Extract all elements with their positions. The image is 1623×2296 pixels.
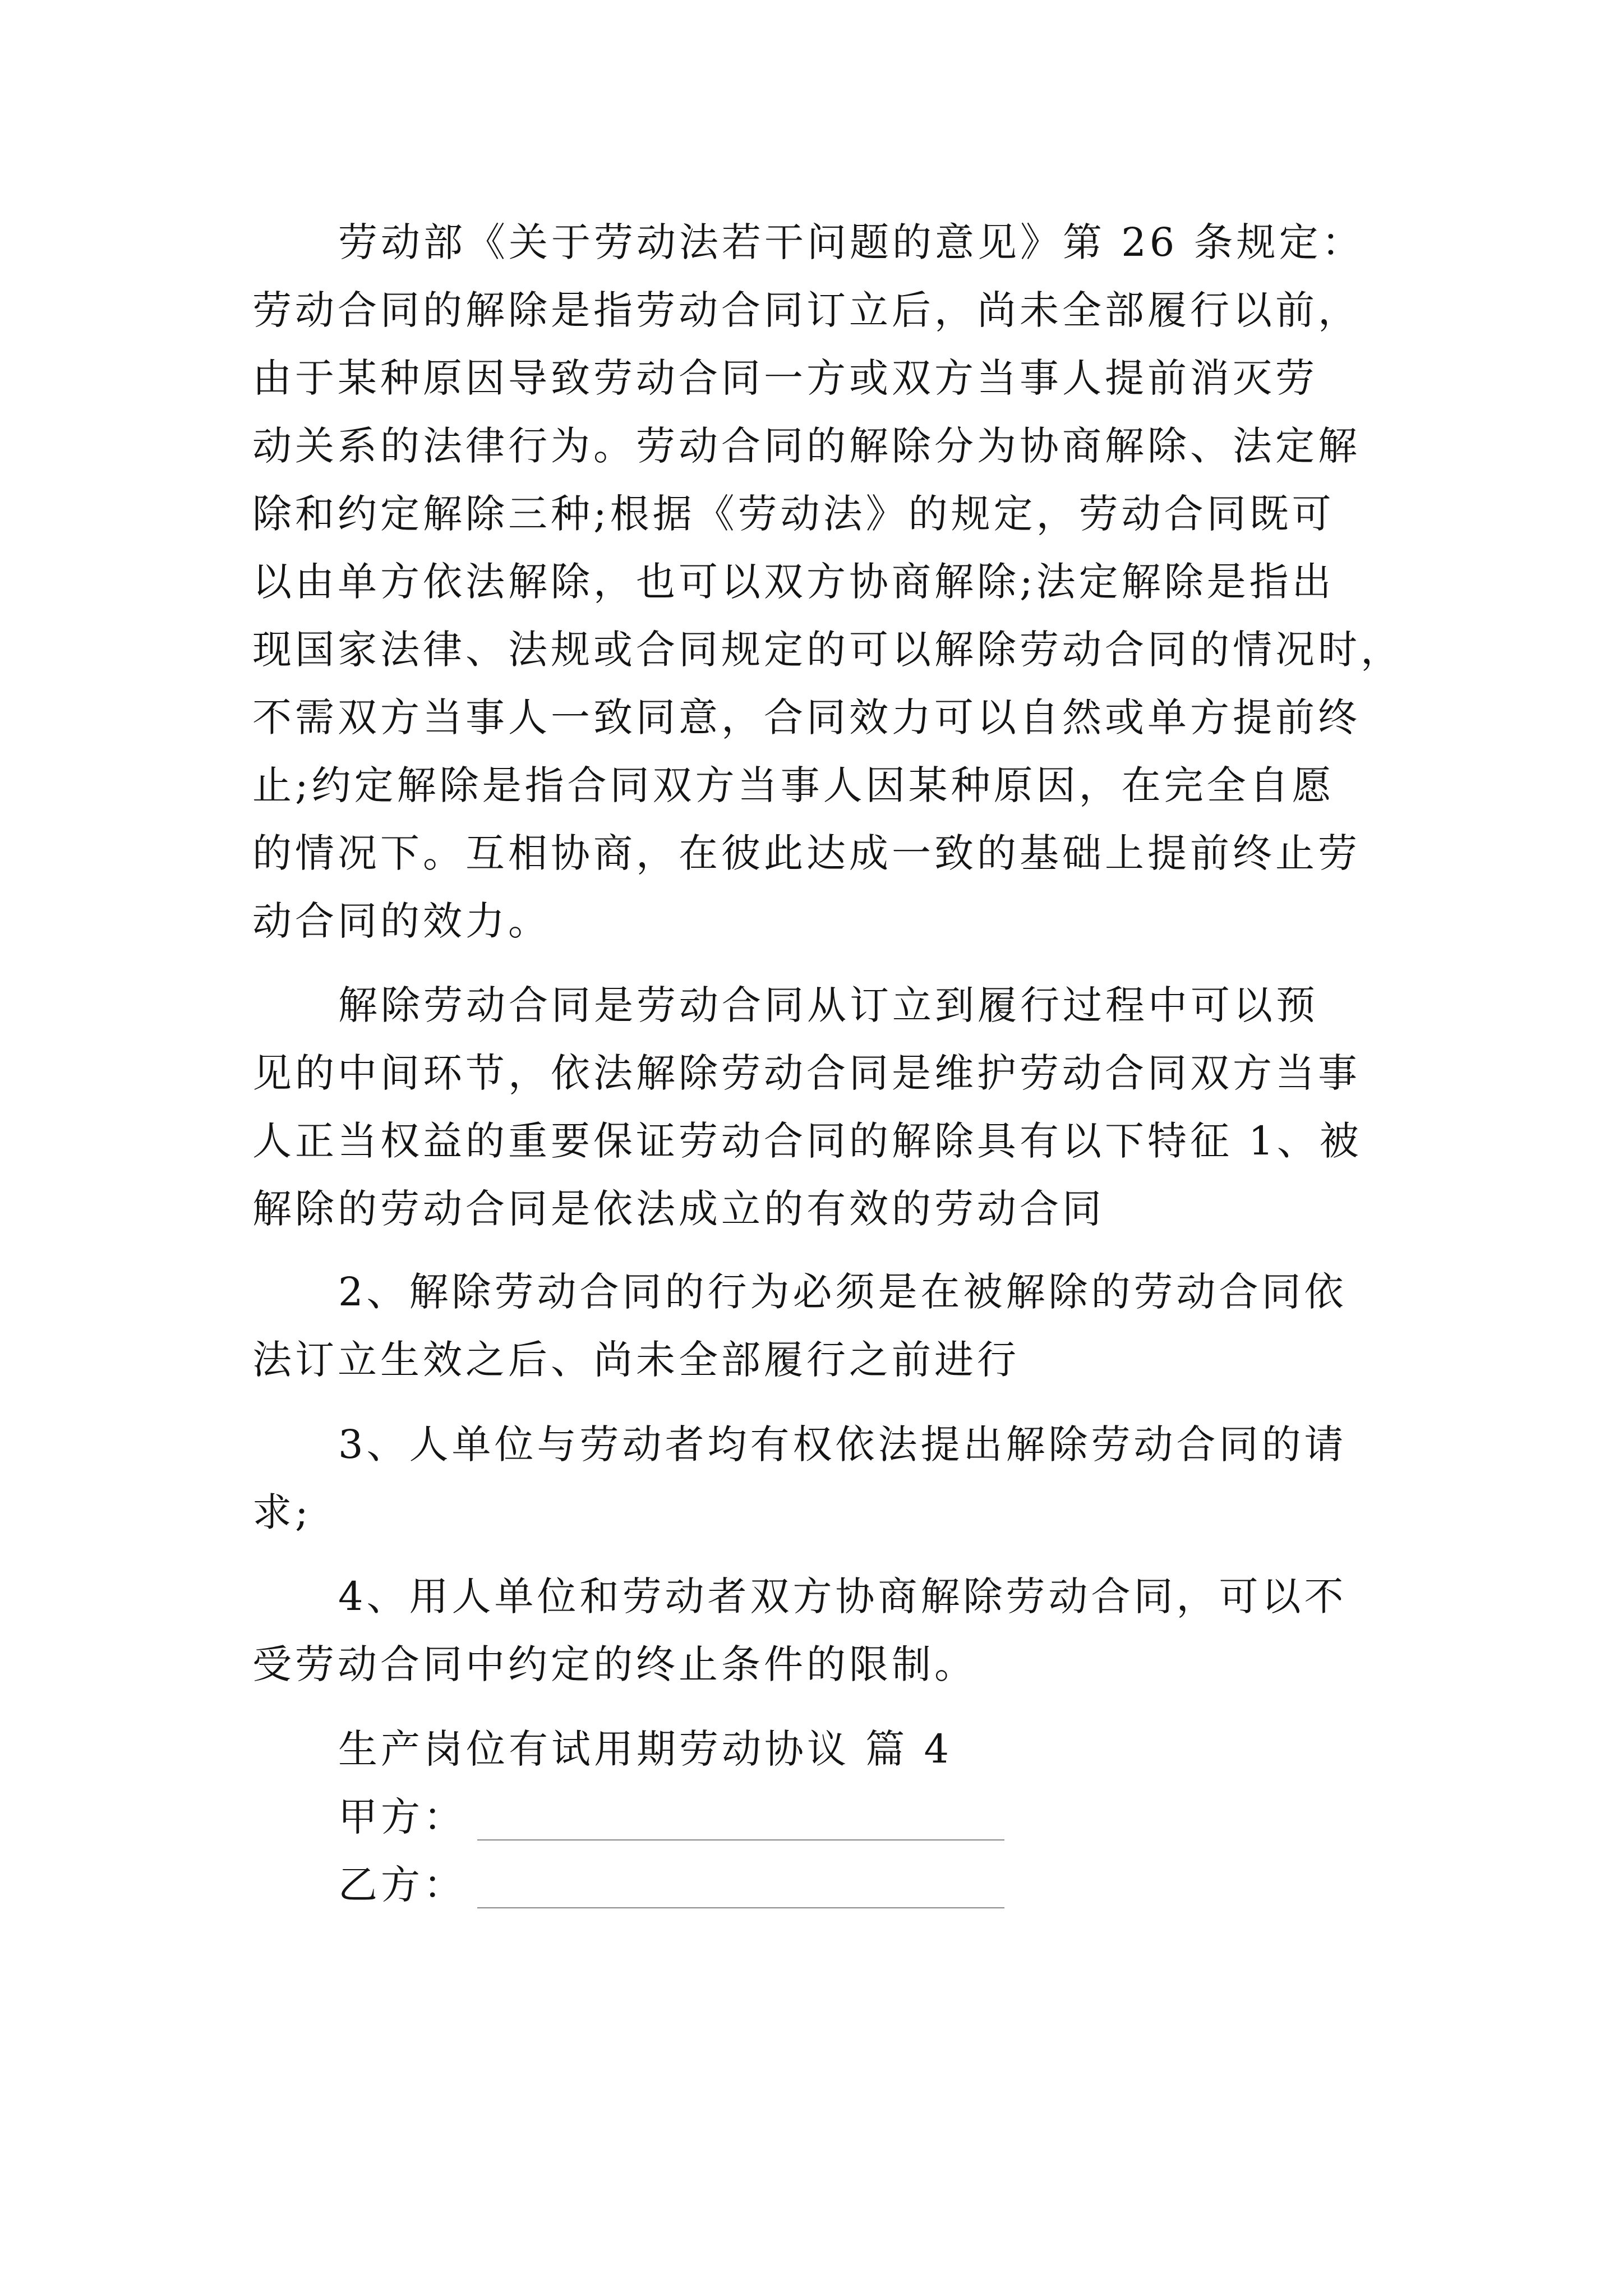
paragraph-1-line-4: 动关系的法律行为。劳动合同的解除分为协商解除、法定解 bbox=[252, 423, 1361, 469]
party-b-label: 乙方： bbox=[338, 1862, 466, 1908]
paragraph-1-line-1: 劳动部《关于劳动法若干问题的意见》第 26 条规定： bbox=[338, 219, 1364, 265]
paragraph-1-line-11: 动合同的效力。 bbox=[252, 898, 551, 944]
party-a-blank-line bbox=[477, 1800, 1004, 1841]
section-title: 生产岗位有试用期劳动协议 篇 4 bbox=[338, 1726, 953, 1772]
paragraph-3-line-2: 法订立生效之后、尚未全部履行之前进行 bbox=[252, 1337, 1020, 1383]
paragraph-1-line-2: 劳动合同的解除是指劳动合同订立后，尚未全部履行以前， bbox=[252, 287, 1361, 333]
party-a-label: 甲方： bbox=[338, 1794, 466, 1840]
paragraph-1-line-8: 不需双方当事人一致同意，合同效力可以自然或单方提前终 bbox=[252, 694, 1361, 740]
paragraph-5-line-2: 受劳动合同中约定的终止条件的限制。 bbox=[252, 1641, 977, 1687]
party-b-row bbox=[338, 1857, 1482, 1913]
paragraph-2-line-3: 人正当权益的重要保证劳动合同的解除具有以下特征 1、被 bbox=[252, 1118, 1362, 1164]
paragraph-4-line-2: 求; bbox=[252, 1489, 312, 1535]
paragraph-2-line-1: 解除劳动合同是劳动合同从订立到履行过程中可以预 bbox=[338, 982, 1318, 1028]
paragraph-2-line-4: 解除的劳动合同是依法成立的有效的劳动合同 bbox=[252, 1186, 1105, 1232]
party-a-row bbox=[338, 1789, 1482, 1845]
paragraph-2-line-2: 见的中间环节，依法解除劳动合同是维护劳动合同双方当事 bbox=[252, 1050, 1361, 1096]
paragraph-4-line-1: 3、人单位与劳动者均有权依法提出解除劳动合同的请 bbox=[338, 1421, 1347, 1467]
paragraph-1-line-5: 除和约定解除三种;根据《劳动法》的规定，劳动合同既可 bbox=[252, 491, 1335, 537]
paragraph-1-line-3: 由于某种原因导致劳动合同一方或双方当事人提前消灭劳 bbox=[252, 355, 1318, 401]
paragraph-1-line-7: 现国家法律、法规或合同规定的可以解除劳动合同的情况时， bbox=[252, 627, 1403, 673]
paragraph-1-line-9: 止;约定解除是指合同双方当事人因某种原因，在完全自愿 bbox=[252, 762, 1335, 808]
paragraph-1-line-6: 以由单方依法解除，也可以双方协商解除;法定解除是指出 bbox=[252, 559, 1335, 605]
party-b-blank-line bbox=[477, 1868, 1004, 1908]
paragraph-5-line-1: 4、用人单位和劳动者双方协商解除劳动合同，可以不 bbox=[338, 1573, 1347, 1619]
paragraph-1-line-10: 的情况下。互相协商，在彼此达成一致的基础上提前终止劳 bbox=[252, 830, 1361, 876]
paragraph-3-line-1: 2、解除劳动合同的行为必须是在被解除的劳动合同依 bbox=[338, 1269, 1347, 1315]
